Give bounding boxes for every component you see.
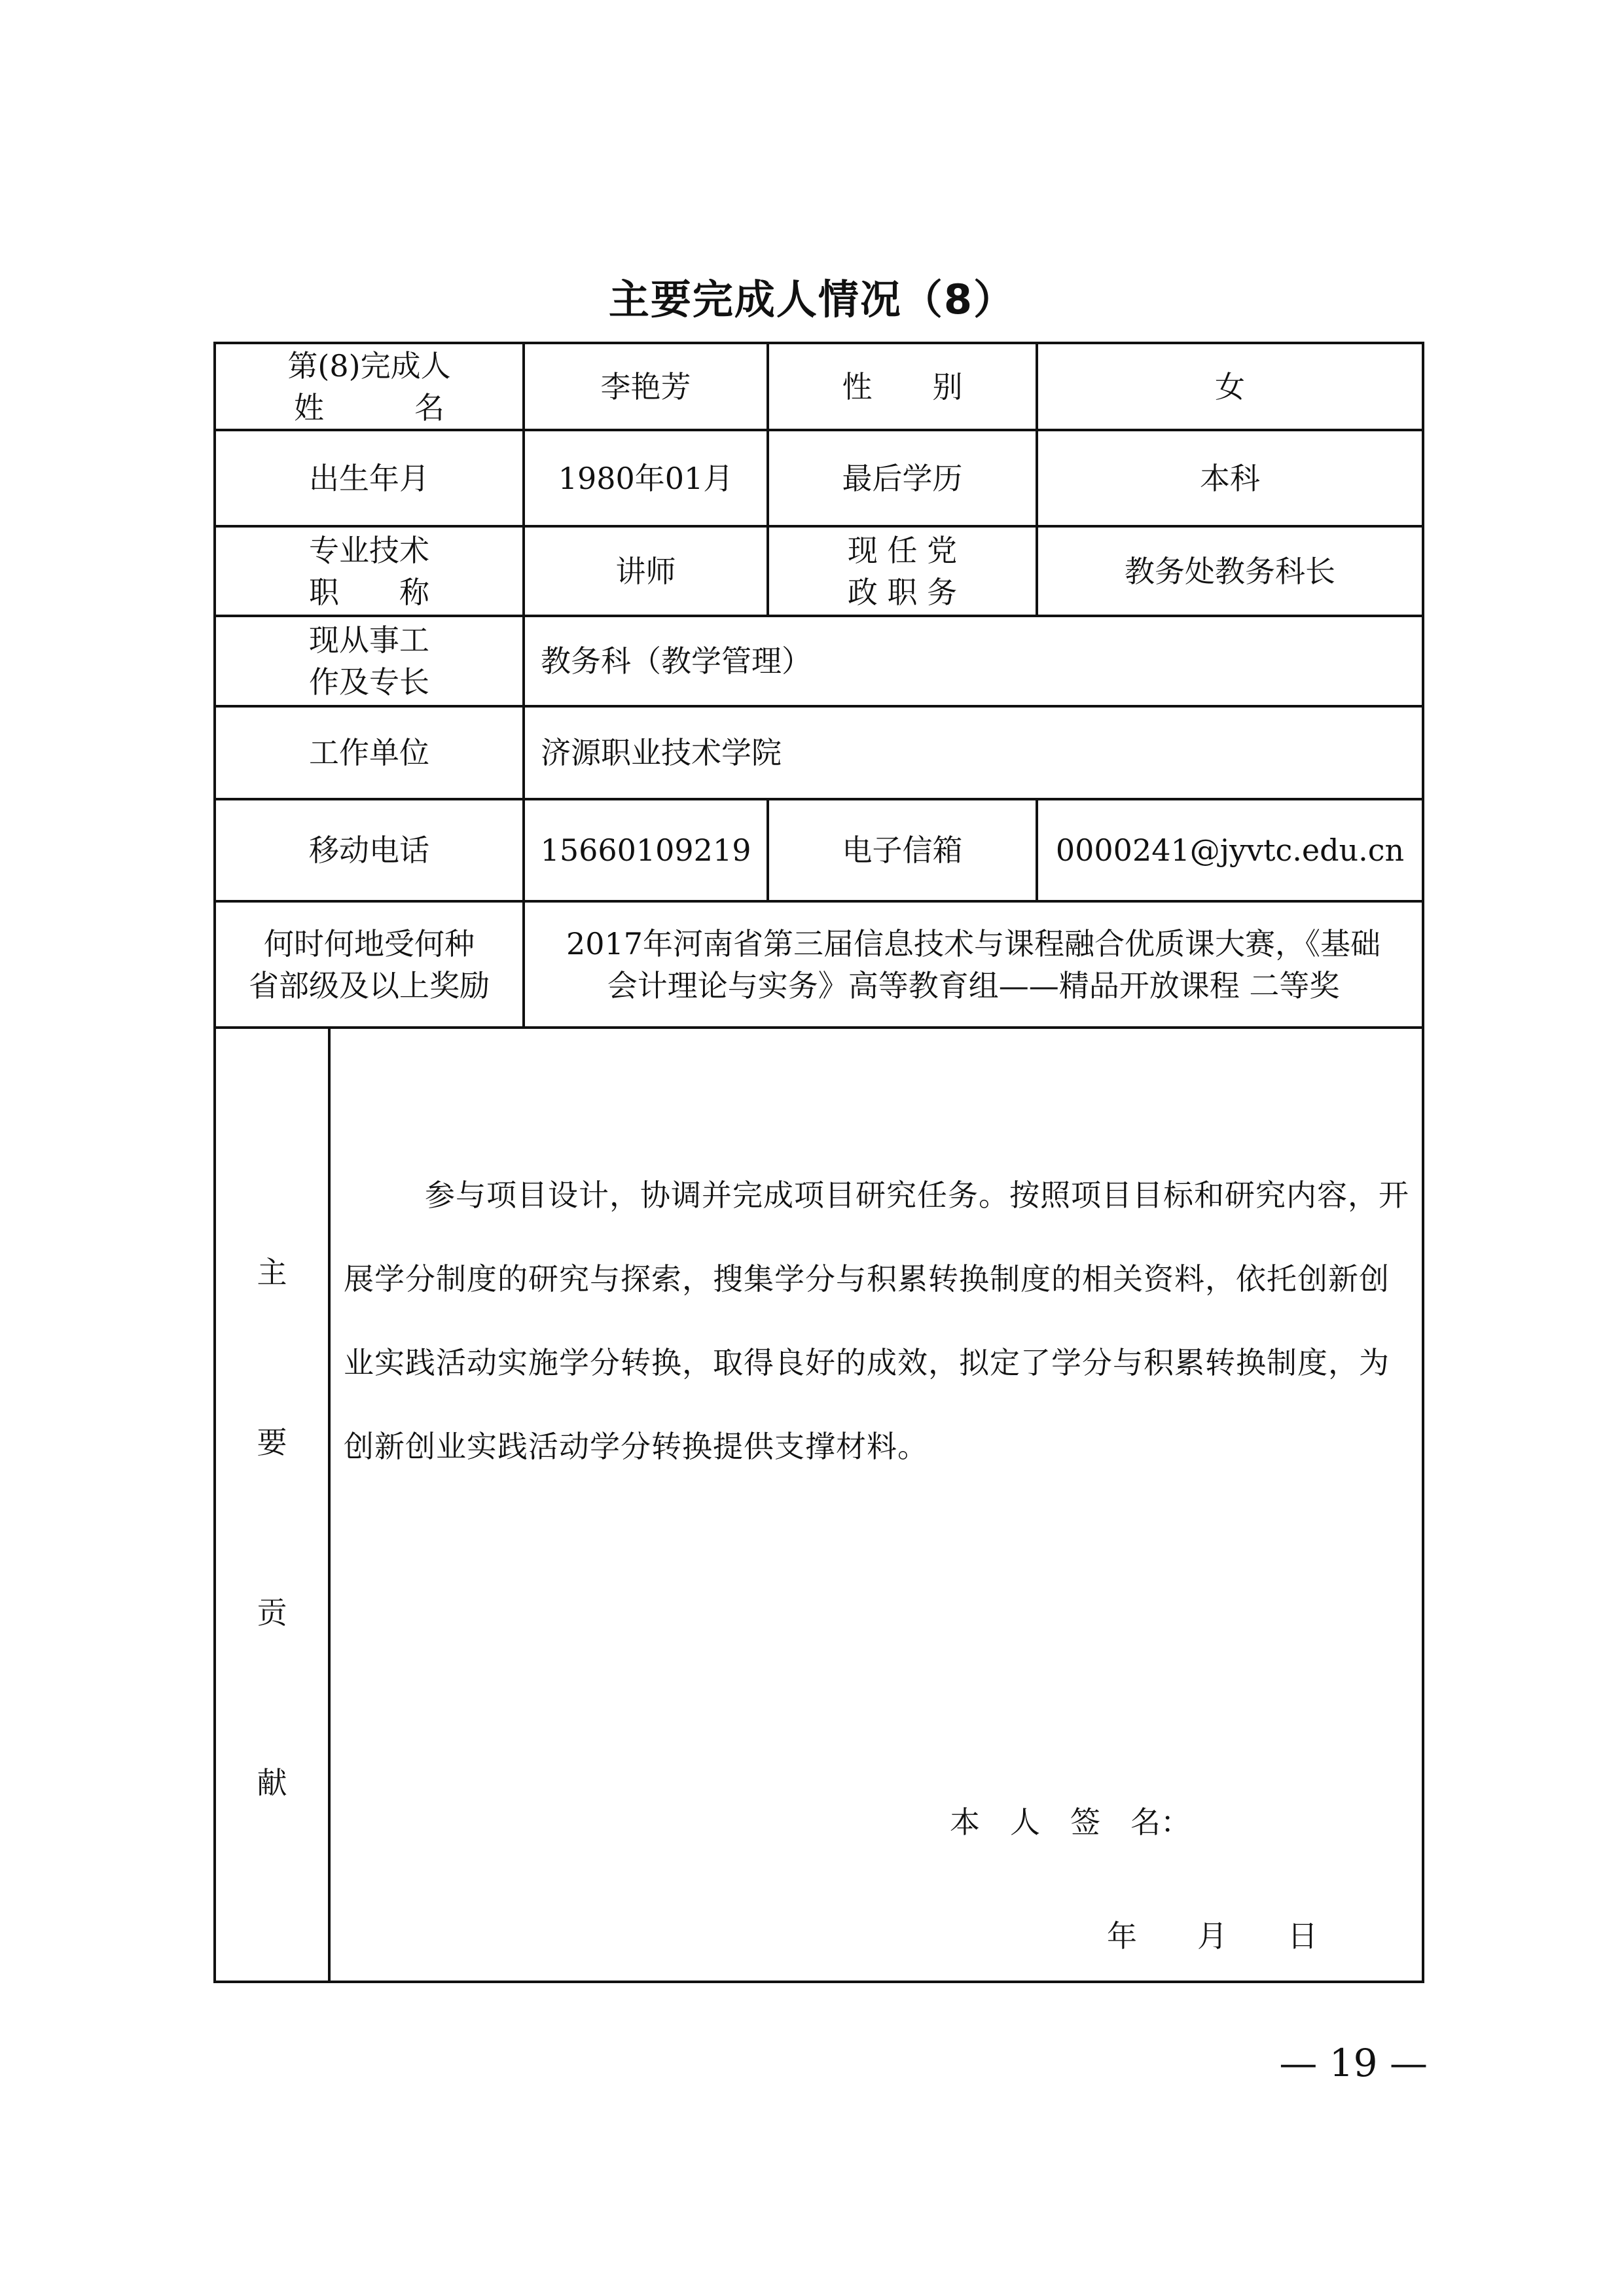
work-label-line-1: 现从事工 (309, 622, 429, 658)
person-info-table (213, 342, 1424, 1983)
name-label-line-1: 第(8)完成人 (287, 348, 451, 384)
signature-label: 本 人 签 名： (950, 1804, 1191, 1840)
phone-value: 15660109219 (524, 799, 768, 901)
contribution-label-char-4: 献 (257, 1765, 287, 1801)
unit-value: 济源职业技术学院 (524, 706, 1423, 799)
prof-title-label-cell (215, 526, 524, 616)
work-label-line-2: 作及专长 (309, 664, 429, 700)
gender-label: 性 别 (768, 343, 1037, 430)
table-row (215, 901, 1423, 1028)
education-value: 本科 (1037, 430, 1423, 526)
awards-line-1: 2017年河南省第三届信息技术与课程融合优质课大赛，《基础 (566, 925, 1381, 961)
work-value: 教务科（教学管理） (524, 616, 1423, 706)
table-row (215, 706, 1423, 799)
contribution-label-char-1: 主 (257, 1255, 287, 1290)
contribution-label-cell (215, 1028, 329, 1982)
table-row (215, 343, 1423, 430)
awards-line-2: 会计理论与实务》高等教育组——精品开放课程 二等奖 (607, 967, 1340, 1003)
awards-label-cell (215, 901, 524, 1028)
awards-label-line-1: 何时何地受何种 (264, 925, 475, 961)
gender-value: 女 (1037, 343, 1423, 430)
work-label-cell (215, 616, 524, 706)
page-number: — 19 — (1279, 2041, 1428, 2085)
name-label-cell (215, 343, 524, 430)
unit-label: 工作单位 (215, 706, 524, 799)
name-value: 李艳芳 (524, 343, 768, 430)
phone-label: 移动电话 (215, 799, 524, 901)
email-label: 电子信箱 (768, 799, 1037, 901)
prof-title-label-line-1: 专业技术 (309, 532, 429, 568)
page-title: 主要完成人情况（8） (608, 276, 1016, 323)
education-label: 最后学历 (768, 430, 1037, 526)
contribution-label-char-2: 要 (257, 1425, 287, 1460)
birth-label: 出生年月 (215, 430, 524, 526)
table-row (215, 430, 1423, 526)
table-row (215, 799, 1423, 901)
contribution-content-cell (329, 1028, 1423, 1982)
table-row (215, 1028, 1423, 1982)
table-row (215, 616, 1423, 706)
table-row (215, 526, 1423, 616)
position-label-cell (768, 526, 1037, 616)
prof-title-label-line-2: 职 称 (309, 574, 429, 610)
position-label-line-1: 现 任 党 (847, 532, 958, 568)
position-label-line-2: 政 职 务 (847, 574, 958, 610)
awards-label-line-2: 省部级及以上奖励 (249, 967, 490, 1003)
name-label-line-2: 姓 名 (294, 389, 444, 425)
birth-value: 1980年01月 (524, 430, 768, 526)
awards-value (524, 901, 1423, 1028)
contribution-text: 参与项目设计，协调并完成项目研究任务。按照项目目标和研究内容，开展学分制度的研究与探索，搜集学分与积累转换制度的相关资料，依托创新创业实践活动实施学分转换，取得良好的成效，拟定了学分与积累转换制度，为创新创业实践活动学分转换提供支撑材料。 (344, 1177, 1409, 1464)
email-value: 0000241@jyvtc.edu.cn (1037, 799, 1423, 901)
date-label: 年 月 日 (1107, 1918, 1318, 1954)
position-value: 教务处教务科长 (1037, 526, 1423, 616)
contribution-label-char-3: 贡 (257, 1595, 287, 1630)
prof-title-value: 讲师 (524, 526, 768, 616)
